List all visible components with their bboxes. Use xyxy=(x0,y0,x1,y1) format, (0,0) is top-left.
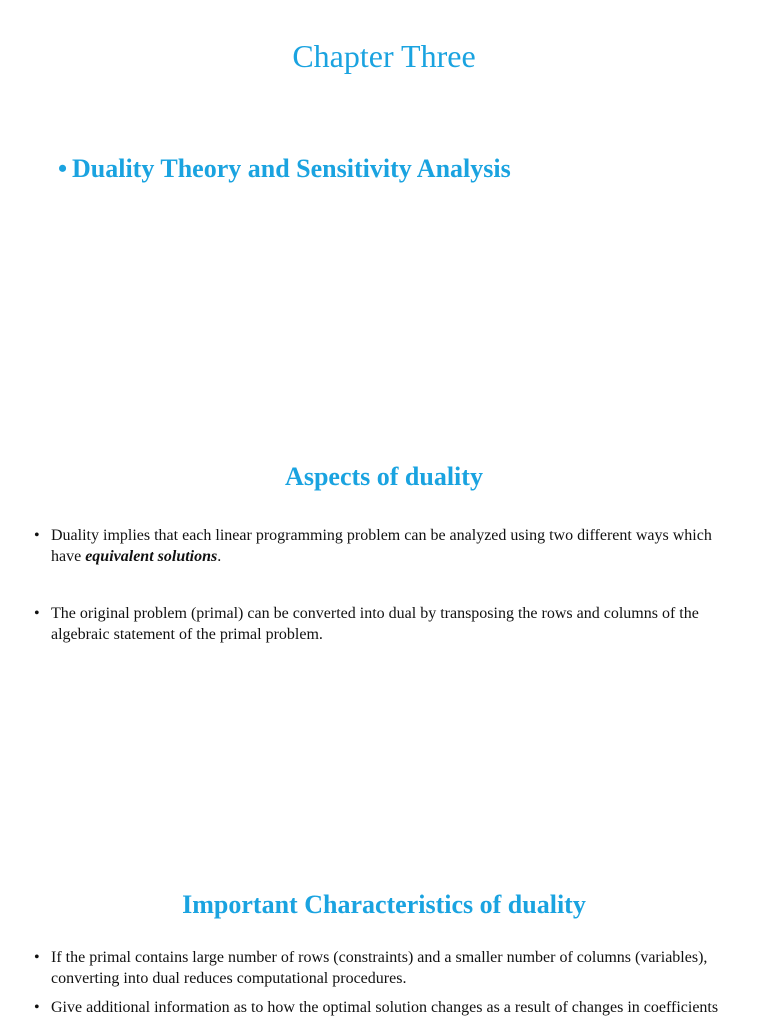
bullet-dot: • xyxy=(34,949,40,966)
subtitle-bullet-dot: • xyxy=(58,154,68,183)
aspects-bullet-list xyxy=(0,525,768,645)
list-item xyxy=(0,947,768,989)
bullet-dot: • xyxy=(34,527,40,544)
aspects-of-duality-heading: Aspects of duality xyxy=(285,462,483,491)
bullet-text: The original problem (primal) can be converted into dual by transposing the rows and columns of the algebraic statement of the primal problem. xyxy=(51,605,699,643)
characteristics-bullet-list xyxy=(0,947,768,1018)
list-item xyxy=(0,525,768,567)
bullet-dot: • xyxy=(34,605,40,622)
bullet-text: Give additional information as to how the optimal solution changes as a result of changes in coefficients xyxy=(51,999,719,1016)
chapter-subtitle-text: Duality Theory and Sensitivity Analysis xyxy=(72,154,511,183)
chapter-subtitle xyxy=(58,154,511,184)
bullet-dot: • xyxy=(34,999,40,1016)
chapter-title: Chapter Three xyxy=(292,38,476,74)
bullet-emphasis: equivalent solutions xyxy=(85,548,218,565)
list-item xyxy=(0,997,768,1018)
bullet-text: Duality implies that each linear programming problem can be analyzed using two different ways which have xyxy=(51,527,712,565)
list-item xyxy=(0,603,768,645)
bullet-text-end: . xyxy=(217,548,222,565)
bullet-text: If the primal contains large number of rows (constraints) and a smaller number of columns (variables), converting into dual reduces computational procedures. xyxy=(51,949,708,987)
important-characteristics-heading: Important Characteristics of duality xyxy=(182,890,586,919)
